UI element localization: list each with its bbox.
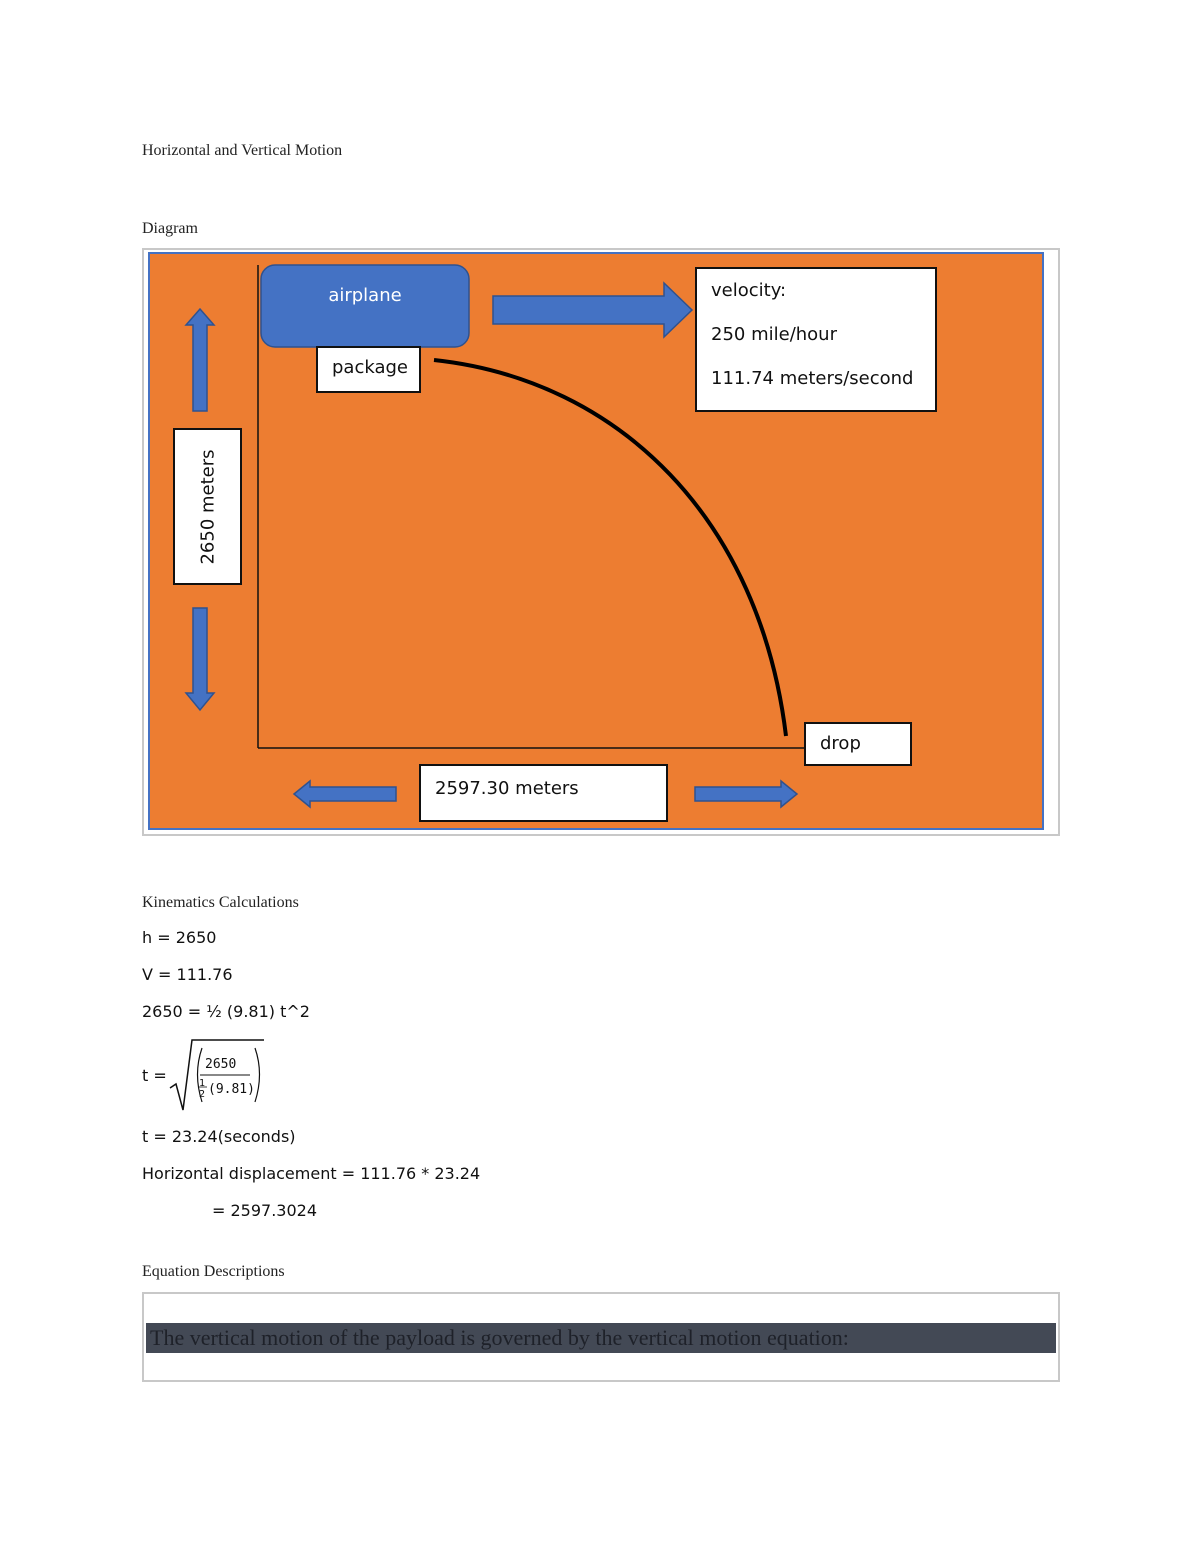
sqrt-half-numerator: 1 bbox=[199, 1078, 206, 1089]
kinematics-heading: Kinematics Calculations bbox=[142, 894, 299, 911]
calc-horizontal-result: = 2597.3024 bbox=[212, 1201, 318, 1220]
height-box bbox=[173, 428, 242, 585]
trajectory-curve bbox=[434, 360, 786, 736]
right-arrow-icon bbox=[695, 781, 797, 807]
sqrt-denominator: (9.81) bbox=[208, 1082, 255, 1097]
calc-eq: 2650 = ½ (9.81) t^2 bbox=[142, 1002, 310, 1021]
calc-t-prefix: t = bbox=[142, 1066, 167, 1085]
calc-horizontal-displacement: Horizontal displacement = 111.76 * 23.24 bbox=[142, 1164, 481, 1183]
drop-label: drop bbox=[820, 733, 861, 754]
velocity-box bbox=[695, 267, 937, 412]
height-label: 2650 meters bbox=[197, 448, 218, 565]
sqrt-numerator: 2650 bbox=[205, 1057, 237, 1072]
page-title: Horizontal and Vertical Motion bbox=[142, 142, 343, 159]
calc-v: V = 111.76 bbox=[142, 965, 233, 984]
velocity-mph: 250 mile/hour bbox=[711, 324, 837, 345]
distance-box bbox=[419, 764, 668, 822]
package-box bbox=[316, 346, 421, 393]
velocity-mps: 111.74 meters/second bbox=[711, 368, 914, 389]
velocity-title: velocity: bbox=[711, 280, 787, 301]
down-arrow-icon bbox=[186, 608, 214, 710]
up-arrow-icon bbox=[186, 309, 214, 411]
velocity-arrow bbox=[493, 283, 692, 337]
calc-t-result: t = 23.24(seconds) bbox=[142, 1127, 296, 1146]
equations-heading: Equation Descriptions bbox=[142, 1263, 285, 1280]
distance-label: 2597.30 meters bbox=[435, 778, 579, 799]
drop-box bbox=[804, 722, 912, 766]
equation-description-text: The vertical motion of the payload is governed by the vertical motion equation: bbox=[146, 1323, 1056, 1353]
package-label: package bbox=[332, 357, 408, 378]
left-arrow-icon bbox=[294, 781, 396, 807]
sqrt-symbol bbox=[168, 1038, 268, 1114]
airplane-label: airplane bbox=[328, 285, 402, 306]
airplane-shape bbox=[261, 265, 469, 347]
diagram-heading: Diagram bbox=[142, 220, 198, 237]
calc-h: h = 2650 bbox=[142, 928, 217, 947]
sqrt-half-denominator: 2 bbox=[199, 1089, 206, 1100]
